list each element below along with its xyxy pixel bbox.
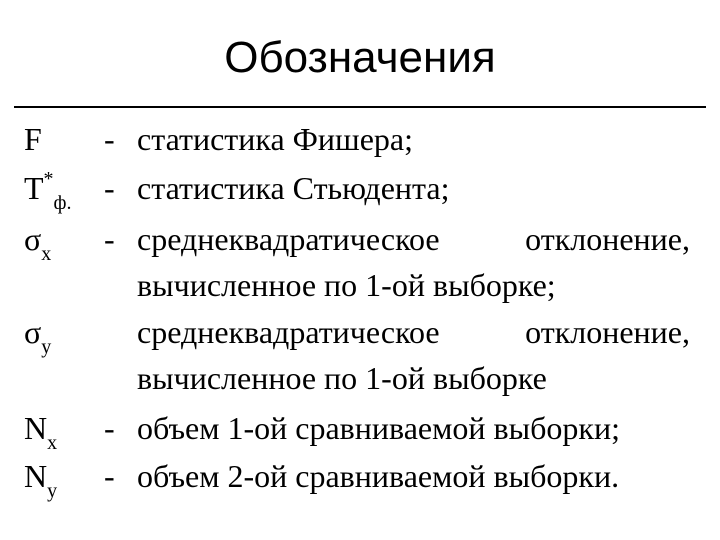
title-divider [14, 106, 706, 108]
description: среднеквадратическое отклонение, [137, 221, 690, 257]
description: объем 2-ой сравниваемой выборки. [137, 458, 620, 494]
notation-row-n-x [0, 404, 720, 452]
symbol [24, 404, 57, 457]
dash: - [104, 221, 115, 257]
notation-row-sigma-y-cont [0, 354, 720, 402]
description: среднеквадратическое отклонение, [137, 314, 690, 350]
symbol-subscript: y [41, 336, 52, 358]
symbol-main: T [24, 170, 44, 206]
symbol-main: σ [24, 314, 42, 350]
notation-row-n-y [0, 452, 720, 500]
dash: - [104, 410, 115, 446]
description: вычисленное по 1-ой выборке [137, 360, 547, 396]
symbol-subscript: x [47, 432, 58, 454]
dash: - [104, 458, 115, 494]
notation-row-student [0, 164, 720, 212]
description: объем 1-ой сравниваемой выборки; [137, 410, 620, 446]
symbol-subscript: x [41, 243, 52, 265]
notation-row-fisher [0, 115, 720, 163]
dash: - [104, 170, 115, 206]
symbol [24, 452, 57, 505]
symbol-main: N [24, 410, 48, 446]
description: статистика Стьюдента; [137, 170, 450, 206]
symbol-main: N [24, 458, 48, 494]
description: статистика Фишера; [137, 121, 413, 157]
symbol [24, 164, 72, 217]
dash: - [104, 121, 115, 157]
notation-row-sigma-y [0, 308, 720, 356]
symbol-main: σ [24, 221, 42, 257]
notation-row-sigma-x [0, 215, 720, 263]
symbol-subscript: ф. [53, 192, 72, 214]
symbol-superscript: * [43, 168, 54, 190]
page-title: Обозначения [224, 33, 496, 82]
description: вычисленное по 1-ой выборке; [137, 267, 556, 303]
symbol-subscript: y [47, 480, 58, 502]
notation-row-sigma-x-cont [0, 261, 720, 309]
symbol-main: F [24, 121, 42, 157]
symbol [24, 115, 42, 163]
